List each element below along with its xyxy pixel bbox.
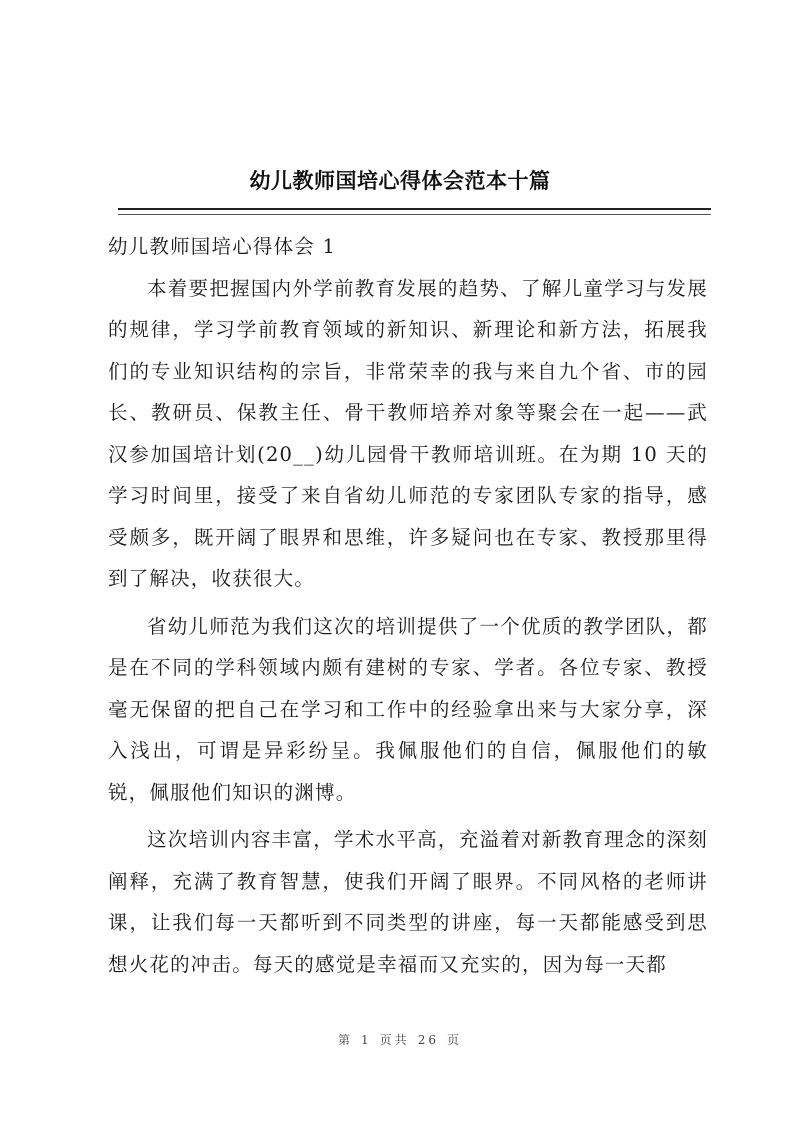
section-heading: 幼儿教师国培心得体会 1 <box>108 235 337 258</box>
paragraph: 本着要把握国内外学前教育发展的趋势、了解儿童学习与发展的规律，学习学前教育领域的新知识、新理论和新方法，拓展我们的专业知识结构的宗旨，非常荣幸的我与来自九个省、市的园长、教研员、保教主任、骨干教师培养对象等聚会在一起——武汉参加国培计划(20__)幼儿园骨干教师培训班。在为期 10 天的学习时间里，接受了来自省幼儿师范的专家团队专家的指导，感受颇多，既开阔了眼界和思维，许多疑问也在专家、教授那里得到了解决，收获很大。 <box>108 276 708 590</box>
footer-total-pages: 26 <box>417 1033 439 1047</box>
paragraph: 省幼儿师范为我们这次的培训提供了一个优质的教学团队，都是在不同的学科领域内颇有建树的专家、学者。各位专家、教授毫无保留的把自己在学习和工作中的经验拿出来与大家分享，深入浅出，可谓是异彩纷呈。我佩服他们的自信，佩服他们的敏锐，佩服他们知识的渊博。 <box>108 614 708 804</box>
page-footer <box>0 1031 800 1048</box>
title-rule-thin <box>118 214 711 215</box>
footer-middle: 页共 <box>379 1033 410 1047</box>
title-rule-thick <box>118 208 711 210</box>
paragraph: 这次培训内容丰富，学术水平高，充溢着对新教育理念的深刻阐释，充满了教育智慧，使我们开阔了眼界。不同风格的老师讲课，让我们每一天都听到不同类型的讲座，每一天都能感受到思想火花的冲击。每天的感觉是幸福而又充实的，因为每一天都 <box>108 828 708 976</box>
document-body <box>108 226 708 985</box>
footer-suffix: 页 <box>446 1033 462 1047</box>
document-title: 幼儿教师国培心得体会范本十篇 <box>249 168 551 193</box>
footer-prefix: 第 <box>338 1033 354 1047</box>
footer-page-number: 1 <box>361 1033 372 1047</box>
